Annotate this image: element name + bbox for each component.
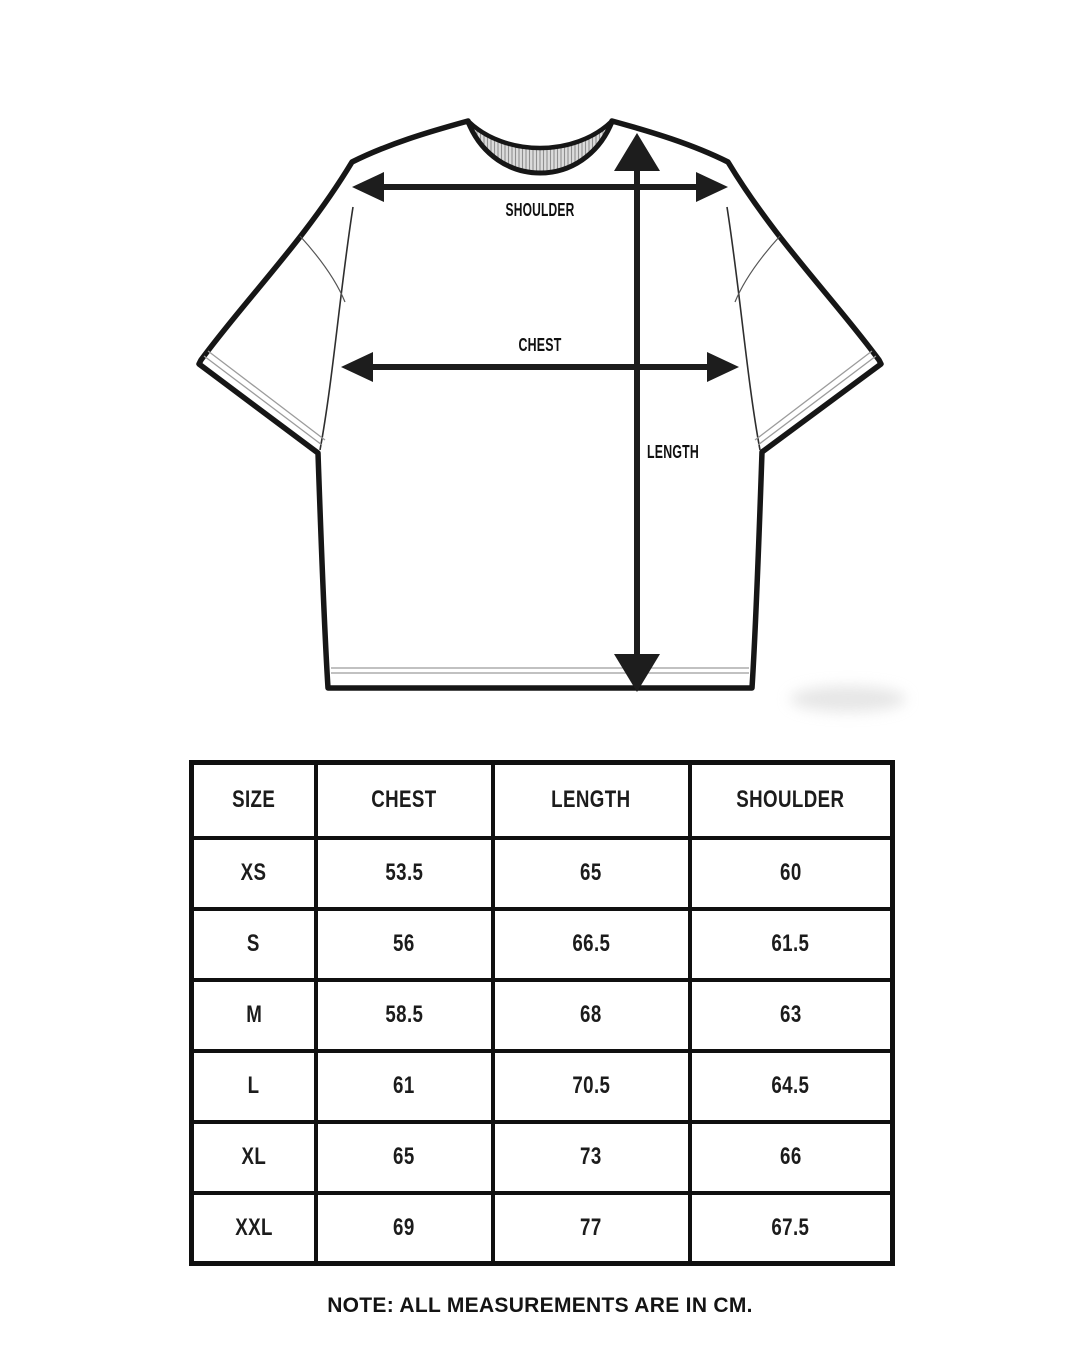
size-cell: S (192, 909, 316, 980)
length-cell: 66.5 (493, 909, 690, 980)
shoulder-cell: 63 (690, 980, 893, 1051)
length-cell: 70.5 (493, 1051, 690, 1122)
length-cell: 73 (493, 1122, 690, 1193)
chest-cell: 58.5 (316, 980, 493, 1051)
col-header-chest: CHEST (316, 763, 493, 838)
shoulder-measure-label: SHOULDER (505, 200, 575, 220)
table-row-xxl (192, 1193, 893, 1264)
shoulder-cell: 67.5 (690, 1193, 893, 1264)
chest-measure-label: CHEST (518, 335, 562, 355)
table-header-row (192, 763, 893, 838)
size-table (189, 760, 895, 1266)
table-row-l (192, 1051, 893, 1122)
shoulder-cell: 61.5 (690, 909, 893, 980)
col-header-size: SIZE (192, 763, 316, 838)
col-header-shoulder: SHOULDER (690, 763, 893, 838)
col-header-length: LENGTH (493, 763, 690, 838)
shirt-shadow (790, 686, 906, 712)
chest-cell: 69 (316, 1193, 493, 1264)
table-row-xl (192, 1122, 893, 1193)
shoulder-cell: 60 (690, 838, 893, 909)
size-cell: XL (192, 1122, 316, 1193)
size-cell: L (192, 1051, 316, 1122)
chest-cell: 65 (316, 1122, 493, 1193)
length-cell: 68 (493, 980, 690, 1051)
size-cell: XXL (192, 1193, 316, 1264)
measurement-note: NOTE: ALL MEASUREMENTS ARE IN CM. (327, 1294, 753, 1317)
length-cell: 65 (493, 838, 690, 909)
shoulder-cell: 64.5 (690, 1051, 893, 1122)
shoulder-cell: 66 (690, 1122, 893, 1193)
length-cell: 77 (493, 1193, 690, 1264)
length-measure-label: LENGTH (647, 442, 699, 462)
chest-cell: 61 (316, 1051, 493, 1122)
chest-cell: 56 (316, 909, 493, 980)
chest-cell: 53.5 (316, 838, 493, 909)
size-cell: XS (192, 838, 316, 909)
size-cell: M (192, 980, 316, 1051)
table-row-xs (192, 838, 893, 909)
table-row-m (192, 980, 893, 1051)
table-row-s (192, 909, 893, 980)
